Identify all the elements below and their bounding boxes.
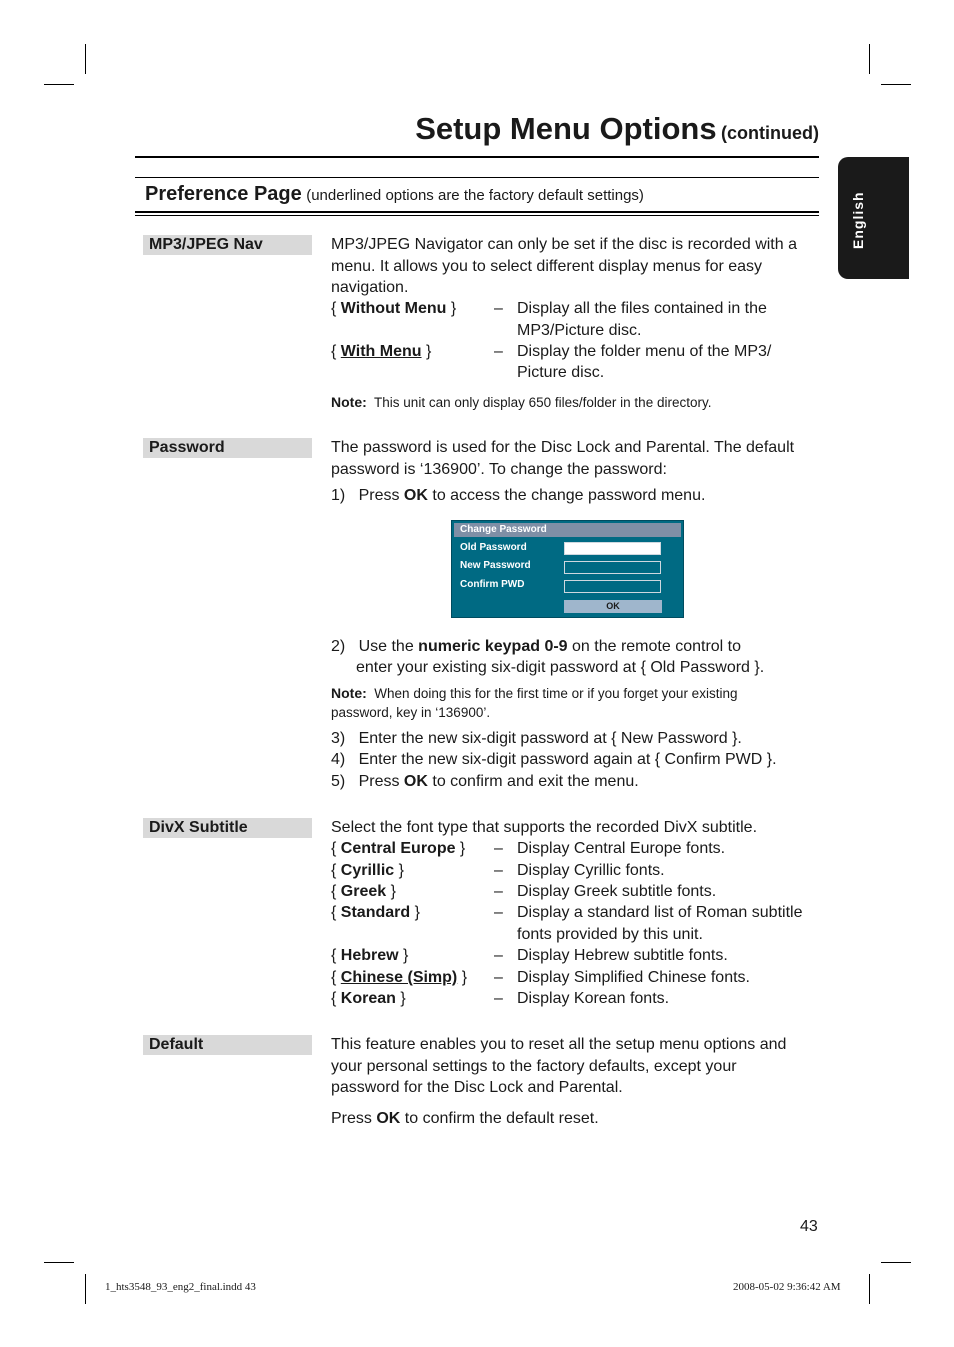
option-desc: MP3/Picture disc. — [517, 322, 642, 339]
option-dash: – — [494, 904, 503, 921]
crop-mark — [869, 44, 870, 74]
change-password-dialog — [451, 520, 684, 618]
section-label-divx-subtitle: DivX Subtitle — [143, 818, 312, 838]
crop-mark — [44, 1262, 74, 1263]
crop-mark — [881, 1262, 911, 1263]
step-4: 4) Enter the new six-digit password again at { Confirm PWD }. — [331, 751, 777, 768]
crop-mark — [869, 1274, 870, 1304]
option-desc: Display Simplified Chinese fonts. — [517, 969, 750, 986]
option-with-menu: { With Menu } — [331, 343, 432, 360]
option-dash: – — [494, 840, 503, 857]
footer-file-info: 1_hts3548_93_eng2_final.indd 43 — [105, 1281, 256, 1293]
crop-mark — [881, 84, 911, 85]
option-desc: Display Hebrew subtitle fonts. — [517, 947, 728, 964]
step-3: 3) Enter the new six-digit password at { New Password }. — [331, 730, 742, 747]
option-chinese-simp: { Chinese (Simp) } — [331, 969, 468, 986]
page-number: 43 — [800, 1218, 818, 1235]
crop-mark — [85, 44, 86, 74]
option-dash: – — [494, 947, 503, 964]
password-intro-line: password is ‘136900’. To change the password: — [331, 461, 667, 478]
crop-mark — [44, 84, 74, 85]
mp3-note: Note: This unit can only display 650 files/folder in the directory. — [331, 394, 712, 410]
option-greek: { Greek } — [331, 883, 396, 900]
divx-intro: Select the font type that supports the recorded DivX subtitle. — [331, 819, 758, 836]
step-1: 1) Press OK to access the change password menu. — [331, 487, 706, 504]
mp3-intro-line: menu. It allows you to select different display menus for easy — [331, 258, 763, 275]
footer-timestamp: 2008-05-02 9:36:42 AM — [733, 1281, 841, 1293]
password-note: Note: When doing this for the first time or if you forget your existing — [331, 685, 738, 701]
page-title: Setup Menu Options (continued) — [415, 111, 819, 146]
option-central-europe: { Central Europe } — [331, 840, 466, 857]
section-label-default: Default — [143, 1035, 312, 1055]
option-dash: – — [494, 300, 503, 317]
password-intro-line: The password is used for the Disc Lock and Parental. The default — [331, 439, 795, 456]
option-hebrew: { Hebrew } — [331, 947, 409, 964]
old-password-label: Old Password — [460, 542, 527, 553]
password-note-line2: password, key in ‘136900’. — [331, 705, 491, 720]
option-dash: – — [494, 883, 503, 900]
option-desc: fonts provided by this unit. — [517, 926, 703, 943]
new-password-label: New Password — [460, 560, 531, 571]
preference-rule-bottom-thin — [135, 215, 819, 216]
option-korean: { Korean } — [331, 990, 406, 1007]
language-tab: English — [838, 157, 909, 279]
option-dash: – — [494, 343, 503, 360]
option-cyrillic: { Cyrillic } — [331, 862, 404, 879]
old-password-field[interactable] — [564, 542, 661, 555]
option-without-menu: { Without Menu } — [331, 300, 457, 317]
preference-rule-top — [135, 177, 819, 178]
confirm-pwd-field[interactable] — [564, 580, 661, 593]
mp3-intro-line: MP3/JPEG Navigator can only be set if the disc is recorded with a — [331, 236, 797, 253]
option-desc: Display the folder menu of the MP3/ — [517, 343, 772, 360]
mp3-intro-line: navigation. — [331, 279, 409, 296]
confirm-pwd-label: Confirm PWD — [460, 579, 525, 590]
option-desc: Display Central Europe fonts. — [517, 840, 726, 857]
preference-heading: Preference Page (underlined options are the factory default settings) — [145, 183, 644, 205]
option-desc: Display all the files contained in the — [517, 300, 767, 317]
option-desc: Picture disc. — [517, 364, 605, 381]
section-label-password: Password — [143, 438, 312, 458]
default-press-ok: Press OK to confirm the default reset. — [331, 1110, 599, 1127]
option-standard: { Standard } — [331, 904, 420, 921]
option-dash: – — [494, 990, 503, 1007]
title-rule — [135, 156, 819, 158]
option-desc: Display Greek subtitle fonts. — [517, 883, 717, 900]
option-desc: Display Cyrillic fonts. — [517, 862, 665, 879]
crop-mark — [85, 1274, 86, 1304]
default-intro-line: your personal settings to the factory defaults, except your — [331, 1058, 737, 1075]
step-2-line2: enter your existing six-digit password at { Old Password }. — [356, 659, 765, 676]
option-desc: Display a standard list of Roman subtitle — [517, 904, 803, 921]
new-password-field[interactable] — [564, 561, 661, 574]
option-dash: – — [494, 969, 503, 986]
option-desc: Display Korean fonts. — [517, 990, 670, 1007]
default-intro-line: This feature enables you to reset all the setup menu options and — [331, 1036, 787, 1053]
ok-button[interactable]: OK — [564, 600, 662, 613]
step-2: 2) Use the numeric keypad 0-9 on the remote control to — [331, 638, 742, 655]
option-dash: – — [494, 862, 503, 879]
section-label-mp3-jpeg-nav: MP3/JPEG Nav — [143, 235, 312, 255]
preference-rule-bottom — [135, 211, 819, 213]
step-5: 5) Press OK to confirm and exit the menu. — [331, 773, 639, 790]
dialog-title: Change Password — [454, 523, 681, 537]
default-intro-line: password for the Disc Lock and Parental. — [331, 1079, 623, 1096]
